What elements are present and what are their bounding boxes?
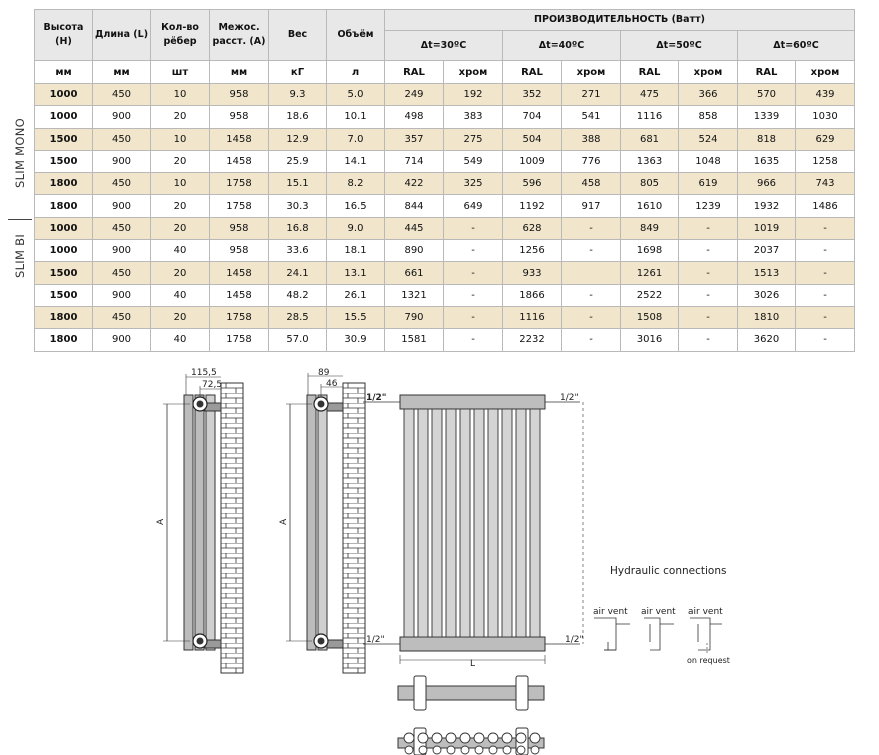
tube-section [503,746,511,754]
table-cell: - [796,306,855,328]
table-cell: 15.1 [269,173,327,195]
table-cell: - [444,329,503,351]
header-center-distance: Межос. расст. (A) [210,10,269,61]
table-cell: 15.5 [327,306,385,328]
unit-cell: RAL [503,61,562,84]
table-cell: 1581 [385,329,444,351]
dim-89: 89 [318,368,330,378]
header-weight: Вес [269,10,327,61]
table-cell: 16.5 [327,195,385,217]
table-cell: 1500 [35,262,93,284]
table-cell: 629 [796,128,855,150]
table-cell: 1758 [210,306,269,328]
table-cell: 2037 [738,240,796,262]
radiator-tube [530,409,540,637]
pipe-top-right: 1/2" [560,393,579,403]
bottom-view-mono [398,676,544,710]
table-cell: 1500 [35,150,93,172]
table-cell: - [444,262,503,284]
table-cell: 325 [444,173,503,195]
table-cell: - [679,284,738,306]
table-cell: 1800 [35,173,93,195]
bottom-view-bi [398,728,544,755]
radiator-tube [432,409,442,637]
table-cell: 1458 [210,150,269,172]
tube-section [475,746,483,754]
header-volume: Объём [327,10,385,61]
table-cell: 271 [562,84,621,106]
unit-cell: мм [35,61,93,84]
tube-section [460,733,470,743]
table-cell: - [679,306,738,328]
table-cell: 858 [679,106,738,128]
tube-section [447,746,455,754]
table-cell: - [679,329,738,351]
table-cell: 524 [679,128,738,150]
header-performance: ПРОИЗВОДИТЕЛЬНОСТЬ (Ватт) [385,10,855,31]
table-cell: - [562,217,621,239]
tube-section [418,733,428,743]
radiator-tube [446,409,456,637]
table-cell: 439 [796,84,855,106]
label-a-1: A [156,518,166,525]
side-view-mono [279,368,365,673]
on-request: on request [687,656,730,665]
table-cell: 40 [151,240,210,262]
table-cell: - [796,284,855,306]
tube-section [419,746,427,754]
table-cell: 30.3 [269,195,327,217]
table-cell: 16.8 [269,217,327,239]
air-vent-3: air vent [688,607,723,617]
table-cell: 20 [151,106,210,128]
radiator-tube [418,409,428,637]
table-cell: 743 [796,173,855,195]
table-cell: 1261 [621,262,679,284]
radiator-tube [502,409,512,637]
table-cell: - [444,217,503,239]
table-cell: - [562,284,621,306]
table-cell: 1321 [385,284,444,306]
table-cell: 18.6 [269,106,327,128]
table-cell: 1239 [679,195,738,217]
table-cell: 3026 [738,284,796,306]
table-cell: 48.2 [269,284,327,306]
tube-section [432,733,442,743]
table-cell: - [562,329,621,351]
table-cell: 40 [151,284,210,306]
table-cell: 1758 [210,173,269,195]
header-dt50: Δt=50ºC [621,31,738,61]
table-cell: 900 [93,106,151,128]
hydraulic-title: Hydraulic connections [610,565,727,577]
tube-section [489,746,497,754]
table-cell: 10 [151,128,210,150]
tube-section [488,733,498,743]
table-cell: 2522 [621,284,679,306]
table-cell: 10.1 [327,106,385,128]
table-cell: 1000 [35,106,93,128]
header-dt60: Δt=60ºC [738,31,855,61]
tube-section [531,746,539,754]
table-cell: 1513 [738,262,796,284]
table-cell: - [796,240,855,262]
table-cell: - [679,262,738,284]
pipe-bottom-left: 1/2" [366,635,385,645]
table-cell: 18.1 [327,240,385,262]
table-cell: 917 [562,195,621,217]
table-cell: 450 [93,128,151,150]
unit-cell: л [327,61,385,84]
table-cell: 714 [385,150,444,172]
table-cell: 1116 [503,306,562,328]
unit-cell: хром [444,61,503,84]
table-cell: 249 [385,84,444,106]
table-cell: 28.5 [269,306,327,328]
table-cell: 7.0 [327,128,385,150]
header-length: Длина (L) [93,10,151,61]
table-cell: 1458 [210,284,269,306]
table-cell: 13.1 [327,262,385,284]
table-cell: 619 [679,173,738,195]
table-cell: 1116 [621,106,679,128]
table-cell: 1758 [210,329,269,351]
table-cell: 1800 [35,306,93,328]
table-cell: 12.9 [269,128,327,150]
dim-115: 115,5 [191,368,217,378]
table-cell: 900 [93,284,151,306]
tube-section [446,733,456,743]
table-cell: 1048 [679,150,738,172]
table-cell: 1866 [503,284,562,306]
table-cell: 958 [210,84,269,106]
table-cell: 1810 [738,306,796,328]
tube-section [405,746,413,754]
table-cell: 9.3 [269,84,327,106]
table-cell: 450 [93,306,151,328]
table-cell: 849 [621,217,679,239]
table-cell: 900 [93,329,151,351]
table-cell: 1000 [35,217,93,239]
table-cell: 20 [151,306,210,328]
table-cell: 958 [210,217,269,239]
header-sections: Кол-во рёбер [151,10,210,61]
table-cell: 1339 [738,106,796,128]
table-cell: 1486 [796,195,855,217]
table-cell: 25.9 [269,150,327,172]
table-cell: 958 [210,240,269,262]
table-cell: 776 [562,150,621,172]
side-view-bi [156,368,243,673]
table-cell: 352 [503,84,562,106]
table-cell: 475 [621,84,679,106]
table-cell: 445 [385,217,444,239]
table-cell: 1500 [35,128,93,150]
table-cell: 57.0 [269,329,327,351]
table-cell: 357 [385,128,444,150]
section-label-mono: SLIM MONO [13,117,27,188]
unit-cell: хром [796,61,855,84]
air-vent-2: air vent [641,607,676,617]
table-cell: 1698 [621,240,679,262]
table-cell: - [679,217,738,239]
table-cell: 3620 [738,329,796,351]
table-cell: 9.0 [327,217,385,239]
table-cell: 1019 [738,217,796,239]
unit-cell: мм [93,61,151,84]
table-cell: 275 [444,128,503,150]
table-cell: 1000 [35,240,93,262]
table-cell: 933 [503,262,562,284]
table-cell: 900 [93,150,151,172]
table-cell: 388 [562,128,621,150]
table-cell: - [562,240,621,262]
pipe-top-left: 1/2" [366,393,387,403]
unit-cell: мм [210,61,269,84]
table-cell: 450 [93,262,151,284]
table-cell: - [796,329,855,351]
table-cell: 1030 [796,106,855,128]
table-cell: 20 [151,150,210,172]
table-cell: 40 [151,329,210,351]
table-cell: 1508 [621,306,679,328]
table-cell: 900 [93,240,151,262]
table-cell: 1758 [210,195,269,217]
table-cell: 20 [151,262,210,284]
table-cell: 498 [385,106,444,128]
table-cell: 1000 [35,84,93,106]
table-cell: 1363 [621,150,679,172]
table-cell: 20 [151,195,210,217]
radiator-tube [404,409,414,637]
table-cell: 1458 [210,262,269,284]
header-height: Высота (H) [35,10,93,61]
table-cell: 30.9 [327,329,385,351]
table-cell: 1258 [796,150,855,172]
unit-cell: кГ [269,61,327,84]
tube-section [461,746,469,754]
table-cell: 649 [444,195,503,217]
table-cell: 1192 [503,195,562,217]
header-dt30: Δt=30ºC [385,31,503,61]
table-cell: - [444,306,503,328]
section-label-bi: SLIM BI [13,233,27,278]
table-cell: 14.1 [327,150,385,172]
table-cell: 33.6 [269,240,327,262]
table-cell: 458 [562,173,621,195]
table-cell: 628 [503,217,562,239]
tube-section [530,733,540,743]
radiator-tube [488,409,498,637]
unit-cell: RAL [738,61,796,84]
table-cell: 1610 [621,195,679,217]
table-cell: 1009 [503,150,562,172]
table-cell: 450 [93,217,151,239]
table-cell: 1800 [35,195,93,217]
table-cell: 818 [738,128,796,150]
tube-section [404,733,414,743]
table-cell: 10 [151,84,210,106]
header-dt40: Δt=40ºC [503,31,621,61]
table-cell: 422 [385,173,444,195]
table-cell: 10 [151,173,210,195]
table-cell: 1256 [503,240,562,262]
table-cell: 704 [503,106,562,128]
table-cell: 596 [503,173,562,195]
tube-section [502,733,512,743]
table-cell: 805 [621,173,679,195]
air-vent-1: air vent [593,607,628,617]
table-cell: 5.0 [327,84,385,106]
tube-section [517,746,525,754]
table-cell: 1800 [35,329,93,351]
front-view [363,393,584,669]
table-cell: 541 [562,106,621,128]
label-a-2: A [279,518,289,525]
table-cell: 450 [93,173,151,195]
label-l: L [470,659,476,669]
unit-cell: хром [679,61,738,84]
table-cell: - [444,284,503,306]
table-cell: 504 [503,128,562,150]
table-cell: - [796,217,855,239]
table-cell: 900 [93,195,151,217]
table-cell: 20 [151,217,210,239]
unit-cell: хром [562,61,621,84]
table-cell: 1635 [738,150,796,172]
unit-cell: RAL [621,61,679,84]
table-cell: 366 [679,84,738,106]
table-cell: 8.2 [327,173,385,195]
table-cell: - [444,240,503,262]
table-cell: 958 [210,106,269,128]
tube-section [433,746,441,754]
table-cell: 2232 [503,329,562,351]
tube-section [516,733,526,743]
radiator-tube [460,409,470,637]
table-cell: - [796,262,855,284]
unit-cell: шт [151,61,210,84]
table-cell: 1932 [738,195,796,217]
table-cell: 549 [444,150,503,172]
pipe-bottom-right: 1/2" [565,635,584,645]
radiator-tube [474,409,484,637]
table-cell: 3016 [621,329,679,351]
table-cell: 966 [738,173,796,195]
dim-46: 46 [326,379,338,389]
table-cell: - [679,240,738,262]
table-cell: 192 [444,84,503,106]
table-cell: 24.1 [269,262,327,284]
table-cell: - [562,306,621,328]
table-cell: 790 [385,306,444,328]
table-cell: 450 [93,84,151,106]
unit-cell: RAL [385,61,444,84]
table-cell: 1458 [210,128,269,150]
table-cell: 681 [621,128,679,150]
table-cell: 570 [738,84,796,106]
tube-section [474,733,484,743]
table-cell: 890 [385,240,444,262]
radiator-tube [516,409,526,637]
hydraulic-connections [593,565,730,665]
table-cell: 661 [385,262,444,284]
table-cell: 383 [444,106,503,128]
table-cell: 1500 [35,284,93,306]
dim-72: 72,5 [202,380,223,390]
table-cell: 26.1 [327,284,385,306]
table-cell: 844 [385,195,444,217]
